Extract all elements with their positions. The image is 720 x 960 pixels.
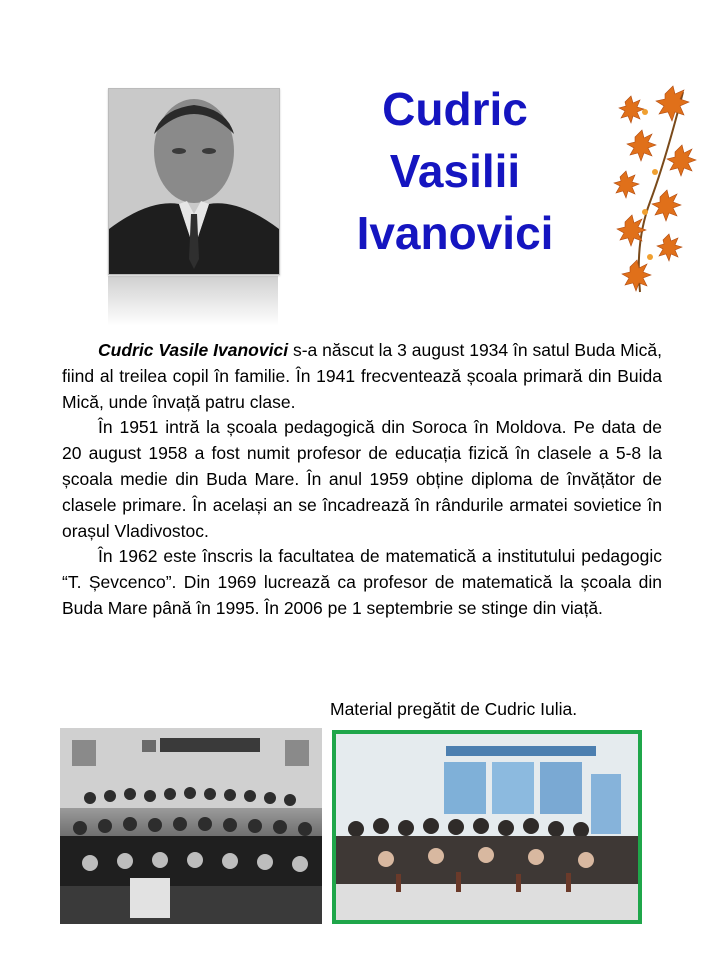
bio-paragraph-2: În 1951 intră la școala pedagogică din Soroca în Moldova. Pe data de 20 august 1958 a fost numit profesor de educația fizică în clasele a 5-8 la școala medie din Buda Mare. În anul 1959 obține diploma de învățător de clasele primare. În același an se încadrează în rândurile armatei sovietice în orașul Vladivostoc.: [62, 417, 662, 541]
title-line-3: Ivanovici: [356, 207, 554, 259]
portrait-photo: [108, 88, 280, 275]
page-title: [330, 78, 580, 264]
group-photo-color-illustration: [336, 734, 638, 920]
bio-paragraph-1: [62, 338, 662, 415]
bio-paragraph-1-text: s-a născut la 3 august 1934 în satul Buda Mică, fiind al treilea copil în familie. În 1941 frecventează școala primară din Buida Mică, unde învață patru clase.: [62, 340, 662, 412]
title-line-2: Vasilii: [389, 145, 521, 197]
portrait-illustration: [109, 89, 279, 274]
group-photo-color: [332, 730, 642, 924]
portrait-reflection: [108, 276, 278, 326]
person-name: Cudric Vasile Ivanovici: [98, 340, 289, 360]
autumn-leaves-icon: [605, 82, 705, 297]
group-photo-black-white: [60, 728, 322, 924]
group-photo-illustration: [60, 728, 322, 924]
bio-paragraph-3: În 1962 este înscris la facultatea de matematică a institutului pedagogic “T. Șevcenco”. Din 1969 lucrează ca profesor de matematică la școala din Buda Mare până în 1995. În 2006 pe 1 septembrie se stinge din viață.: [62, 546, 662, 618]
title-line-1: Cudric: [382, 83, 528, 135]
biography-text: [62, 338, 662, 622]
credit-line: Material pregătit de Cudric Iulia.: [330, 699, 578, 719]
